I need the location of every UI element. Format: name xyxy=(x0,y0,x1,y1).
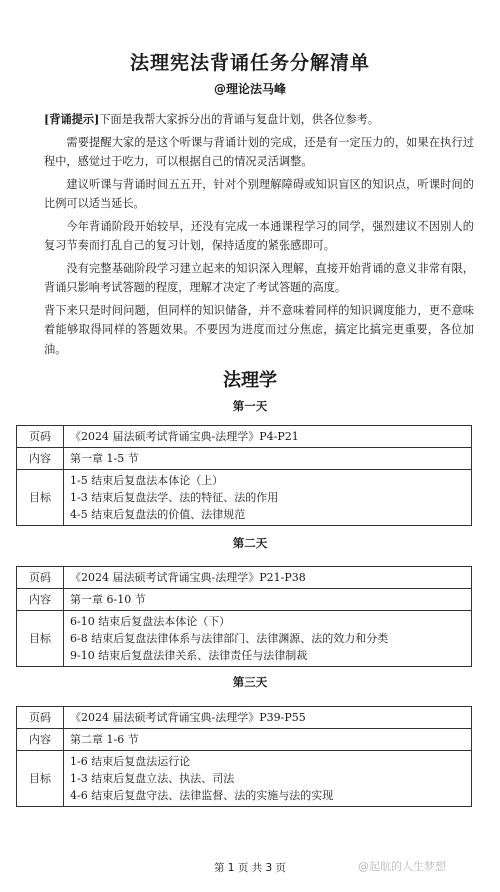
day-3-table xyxy=(16,706,472,807)
goal-line: 1-3 结束后复盘法学、法的特征、法的作用 xyxy=(70,491,279,504)
page-value: 《2024 届法硕考试背诵宝典-法理学》P21-P38 xyxy=(64,567,472,589)
goal-value xyxy=(64,611,472,667)
section-title: 法理学 xyxy=(223,370,277,391)
table-row xyxy=(17,470,472,526)
content-value: 第一章 6-10 节 xyxy=(64,589,472,611)
recitation-tip-tag: [背诵提示] xyxy=(44,112,100,126)
intro-paragraph-2: 需要提醒大家的是这个听课与背诵计划的完成，还是有一定压力的，如果在执行过程中，感觉过于吃力，可以根据自己的情况灵活调整。 xyxy=(44,135,474,168)
table-row xyxy=(17,611,472,667)
page-footer: 第 1 页 共 3 页 xyxy=(213,862,287,874)
content-key: 内容 xyxy=(17,589,64,611)
content-key: 内容 xyxy=(17,448,64,470)
intro-paragraph-3: 建议听课与背诵时间五五开，针对个别理解障碍或知识盲区的知识点，听课时间的比例可以适当延长。 xyxy=(44,177,474,210)
goal-line: 1-6 结束后复盘法运行论 xyxy=(70,755,191,768)
page-value: 《2024 届法硕考试背诵宝典-法理学》P39-P55 xyxy=(64,707,472,729)
day-1-label: 第一天 xyxy=(232,399,268,413)
table-row xyxy=(17,707,472,729)
day-3-label: 第三天 xyxy=(232,675,268,689)
page-key: 页码 xyxy=(17,567,64,589)
day-1-table xyxy=(16,425,472,526)
content-value: 第一章 1-5 节 xyxy=(64,448,472,470)
goal-value xyxy=(64,470,472,526)
page-value: 《2024 届法硕考试背诵宝典-法理学》P4-P21 xyxy=(64,426,472,448)
goal-value xyxy=(64,751,472,807)
content-value: 第二章 1-6 节 xyxy=(64,729,472,751)
table-row xyxy=(17,589,472,611)
goal-key: 目标 xyxy=(17,611,64,667)
content-key: 内容 xyxy=(17,729,64,751)
goal-key: 目标 xyxy=(17,751,64,807)
document-title: 法理宪法背诵任务分解清单 xyxy=(129,52,370,74)
page-key: 页码 xyxy=(17,426,64,448)
goal-line: 1-5 结束后复盘法本体论（上） xyxy=(70,474,224,487)
intro-paragraph-4: 今年背诵阶段开始较早，还没有完成一本通课程学习的同学，强烈建议不因别人的复习节奏而打乱自己的复习计划，保持适度的紧张感即可。 xyxy=(44,219,474,252)
intro-block xyxy=(44,110,474,362)
day-2-table xyxy=(16,566,472,667)
intro-paragraph-6: 背下来只是时间问题，但同样的知识储备，并不意味着同样的知识调度能力，更不意味着能够取得同样的答题效果。不要因为进度而过分焦虑，搞定比搞完更重要，各位加油。 xyxy=(44,303,474,356)
intro-paragraph-5: 没有完整基础阶段学习建立起来的知识深入理解，直接开始背诵的意义非常有限，背诵只影响考试答题的程度，理解才决定了考试答题的高度。 xyxy=(44,261,474,294)
table-row xyxy=(17,751,472,807)
table-row xyxy=(17,448,472,470)
day-2-label: 第二天 xyxy=(232,536,268,550)
intro-text-1: 下面是我帮大家拆分出的背诵与复盘计划，供各位参考。 xyxy=(99,113,380,126)
goal-key: 目标 xyxy=(17,470,64,526)
goal-line: 1-3 结束后复盘立法、执法、司法 xyxy=(70,772,235,785)
goal-line: 9-10 结束后复盘法律关系、法律责任与法律制裁 xyxy=(70,649,308,662)
table-row xyxy=(17,426,472,448)
intro-paragraph-1 xyxy=(44,110,474,130)
goal-line: 4-5 结束后复盘法的价值、法律规范 xyxy=(70,508,246,521)
table-row xyxy=(17,567,472,589)
table-row xyxy=(17,729,472,751)
goal-line: 4-6 结束后复盘守法、法律监督、法的实施与法的实现 xyxy=(70,789,334,802)
page-key: 页码 xyxy=(17,707,64,729)
watermark: @起航的人生梦想 xyxy=(358,860,446,873)
goal-line: 6-8 结束后复盘法律体系与法律部门、法律渊源、法的效力和分类 xyxy=(70,632,389,645)
goal-line: 6-10 结束后复盘法本体论（下） xyxy=(70,615,231,628)
document-author: @理论法马峰 xyxy=(213,82,286,96)
